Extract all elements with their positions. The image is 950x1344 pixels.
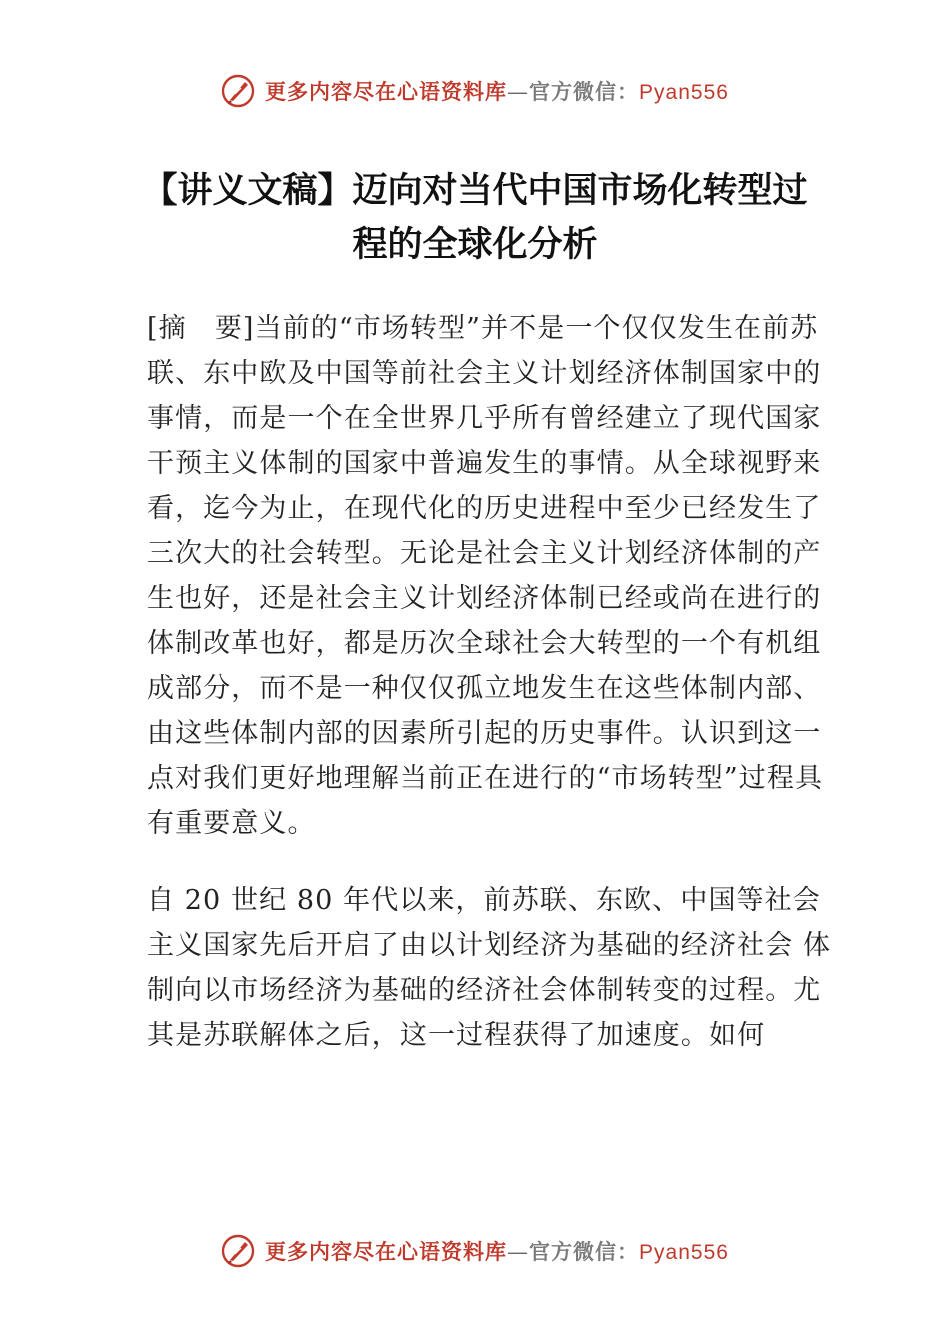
footer-wechat-label: 官方微信： bbox=[529, 1239, 640, 1264]
footer-banner-slogan: 更多内容尽在心语资料库 bbox=[265, 1239, 508, 1264]
body-paragraph: 自 20 世纪 80 年代以来，前苏联、东欧、中国等社会主义国家先后开启了由以计划经济为基础的经济社会 体制向以市场经济为基础的经济社会体制转变的过程。尤其是苏联解体之后，这一过程获得了加速度。如何 bbox=[147, 885, 832, 1051]
header-banner-text bbox=[265, 76, 729, 106]
quill-pen-logo-icon bbox=[221, 1234, 255, 1268]
footer-banner-separator: — bbox=[507, 1240, 530, 1264]
header-banner bbox=[0, 74, 950, 108]
document-title: 【讲义文稿】迈向对当代中国市场化转型过程的全球化分析 bbox=[142, 171, 808, 265]
footer-banner bbox=[0, 1234, 950, 1268]
footer-wechat-id: Pyan556 bbox=[639, 1241, 729, 1264]
header-banner-separator: — bbox=[507, 80, 530, 104]
header-wechat-label: 官方微信： bbox=[529, 79, 640, 104]
header-banner-slogan: 更多内容尽在心语资料库 bbox=[265, 79, 508, 104]
abstract-paragraph: [摘 要]当前的“市场转型”并不是一个仅仅发生在前苏联、东中欧及中国等前社会主义计划经济体制国家中的事情，而是一个在全世界几乎所有曾经建立了现代国家干预主义体制的国家中普遍发生的事情。从全球视野来看，迄今为止，在现代化的历史进程中至少已经发生了三次大的社会转型。无论是社会主义计划经济体制的产生也好，还是社会主义计划经济体制已经或尚在进行的体制改革也好，都是历次全球社会大转型的一个有机组成部分，而不是一种仅仅孤立地发生在这些体制内部、由这些体制内部的因素所引起的历史事件。认识到这一点对我们更好地理解当前正在进行的“市场转型”过程具有重要意义。 bbox=[147, 313, 824, 839]
footer-banner-text bbox=[265, 1236, 729, 1266]
header-wechat-id: Pyan556 bbox=[639, 81, 729, 104]
quill-pen-logo-icon bbox=[221, 74, 255, 108]
